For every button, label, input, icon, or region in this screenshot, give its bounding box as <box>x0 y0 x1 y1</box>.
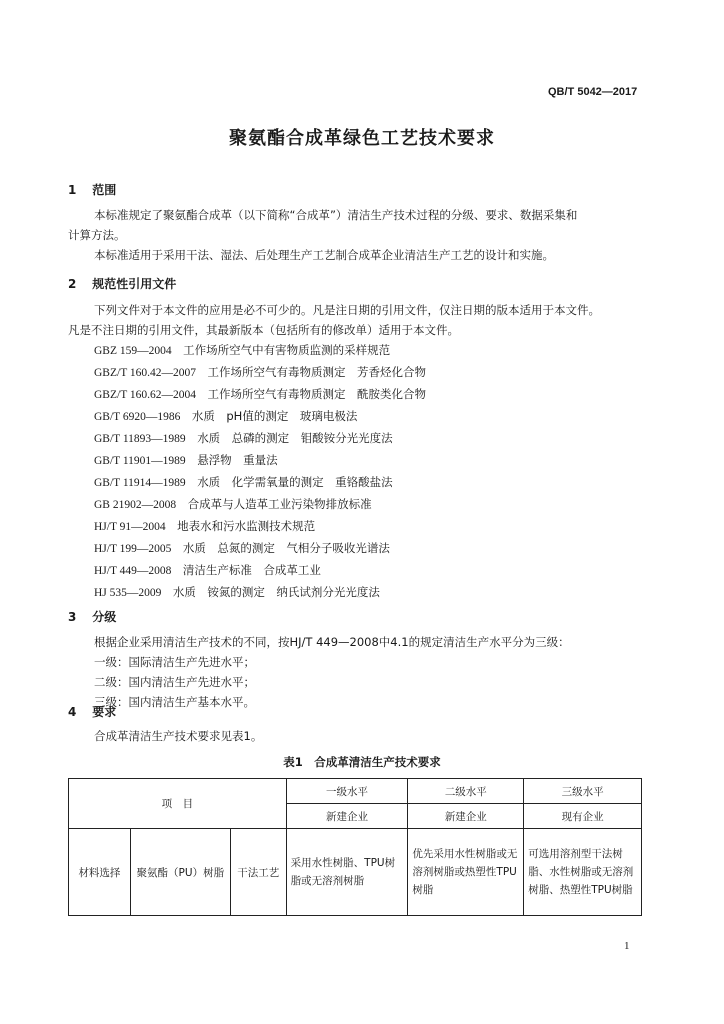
section-1-heading <box>68 181 116 198</box>
references-intro-line-1: 下列文件对于本文件的应用是必不可少的。凡是注日期的引用文件，仅注日期的版本适用于本文件。 <box>94 303 600 317</box>
section-title: 规范性引用文件 <box>92 277 177 291</box>
grading-level-1: 一级：国际清洁生产先进水平； <box>94 655 255 669</box>
requirements-intro: 合成革清洁生产技术要求见表1。 <box>94 729 263 743</box>
section-2-heading <box>68 275 176 292</box>
reference-code: GBZ/T 160.42—2007 <box>94 367 197 379</box>
reference-item <box>94 386 426 402</box>
section-title: 范围 <box>92 183 117 197</box>
table-cell-process: 干法工艺 <box>230 829 286 916</box>
scope-paragraph-1-line-2: 计算方法。 <box>68 228 126 242</box>
section-3-heading <box>68 608 116 625</box>
grading-intro: 根据企业采用清洁生产技术的不同，按HJ/T 449—2008中4.1的规定清洁生产水平分为三级： <box>94 635 570 649</box>
table-caption: 表1 合成革清洁生产技术要求 <box>283 755 441 769</box>
section-number: 3 <box>68 610 77 624</box>
reference-item <box>94 452 278 468</box>
table-cell-level-3: 可选用溶剂型干法树脂、水性树脂或无溶剂树脂、热塑性TPU树脂 <box>524 829 642 916</box>
reference-item <box>94 496 372 512</box>
scope-paragraph-1-line-1: 本标准规定了聚氨酯合成革（以下简称“合成革”）清洁生产技术过程的分级、要求、数据采集和 <box>94 208 578 222</box>
reference-code: GB/T 11893—1989 <box>94 433 186 445</box>
reference-item <box>94 584 380 600</box>
reference-item <box>94 540 390 556</box>
table-header-row <box>69 779 642 804</box>
reference-title: 水质 化学需氧量的测定 重铬酸盐法 <box>197 475 393 489</box>
reference-title: 水质 总磷的测定 钼酸铵分光光度法 <box>197 431 393 445</box>
table-header-enterprise-1: 新建企业 <box>286 804 408 829</box>
table-header-level-3: 三级水平 <box>524 779 642 804</box>
table-row <box>69 829 642 916</box>
scope-paragraph-2: 本标准适用于采用干法、湿法、后处理生产工艺制合成革企业清洁生产工艺的设计和实施。 <box>94 248 554 262</box>
table-cell-level-1: 采用水性树脂、TPU树脂或无溶剂树脂 <box>286 829 408 916</box>
reference-code: GBZ 159—2004 <box>94 345 172 357</box>
reference-code: HJ/T 199—2005 <box>94 543 172 555</box>
reference-title: 清洁生产标准 合成革工业 <box>182 563 321 577</box>
table-header-level-2: 二级水平 <box>408 779 524 804</box>
reference-title: 合成革与人造革工业污染物排放标准 <box>187 497 372 511</box>
reference-item <box>94 364 426 380</box>
table-header-item: 项 目 <box>69 779 287 829</box>
grading-level-3: 三级：国内清洁生产基本水平。 <box>94 695 255 709</box>
reference-title: 水质 总氮的测定 气相分子吸收光谱法 <box>182 541 390 555</box>
table-header-enterprise-3: 现有企业 <box>524 804 642 829</box>
reference-title: 水质 pH值的测定 玻璃电极法 <box>191 409 358 423</box>
section-number: 1 <box>68 183 77 197</box>
requirements-table <box>68 778 642 916</box>
reference-title: 水质 铵氮的测定 纳氏试剂分光光度法 <box>172 585 380 599</box>
reference-item <box>94 474 393 490</box>
section-number: 2 <box>68 277 77 291</box>
reference-title: 工作场所空气中有害物质监测的采样规范 <box>183 343 391 357</box>
document-title: 聚氨酯合成革绿色工艺技术要求 <box>229 128 495 149</box>
reference-item <box>94 562 321 578</box>
section-title: 分级 <box>92 610 117 624</box>
table-header-enterprise-2: 新建企业 <box>408 804 524 829</box>
section-4-heading <box>68 703 116 720</box>
reference-code: HJ/T 91—2004 <box>94 521 166 533</box>
grading-level-2: 二级：国内清洁生产先进水平； <box>94 675 255 689</box>
reference-code: GB 21902—2008 <box>94 499 177 511</box>
reference-item <box>94 408 357 424</box>
references-intro-line-2: 凡是不注日期的引用文件，其最新版本（包括所有的修改单）适用于本文件。 <box>68 323 459 337</box>
reference-code: GB/T 11914—1989 <box>94 477 186 489</box>
reference-title: 悬浮物 重量法 <box>197 453 278 467</box>
section-title: 要求 <box>92 705 117 719</box>
reference-code: GB/T 11901—1989 <box>94 455 186 467</box>
section-number: 4 <box>68 705 77 719</box>
page-number: 1 <box>624 940 630 952</box>
reference-item <box>94 342 390 358</box>
reference-code: HJ 535—2009 <box>94 587 162 599</box>
reference-item <box>94 518 315 534</box>
reference-code: GBZ/T 160.62—2004 <box>94 389 197 401</box>
reference-title: 工作场所空气有毒物质测定 酰胺类化合物 <box>207 387 427 401</box>
reference-item <box>94 430 393 446</box>
table-header-level-1: 一级水平 <box>286 779 408 804</box>
reference-code: HJ/T 449—2008 <box>94 565 172 577</box>
table-cell-material: 聚氨酯（PU）树脂 <box>130 829 230 916</box>
reference-title: 工作场所空气有毒物质测定 芳香烃化合物 <box>207 365 427 379</box>
standard-number: QB/T 5042—2017 <box>548 86 638 98</box>
reference-code: GB/T 6920—1986 <box>94 411 181 423</box>
table-cell-level-2: 优先采用水性树脂或无溶剂树脂或热塑性TPU树脂 <box>408 829 524 916</box>
table-cell-category: 材料选择 <box>69 829 131 916</box>
reference-title: 地表水和污水监测技术规范 <box>177 519 316 533</box>
